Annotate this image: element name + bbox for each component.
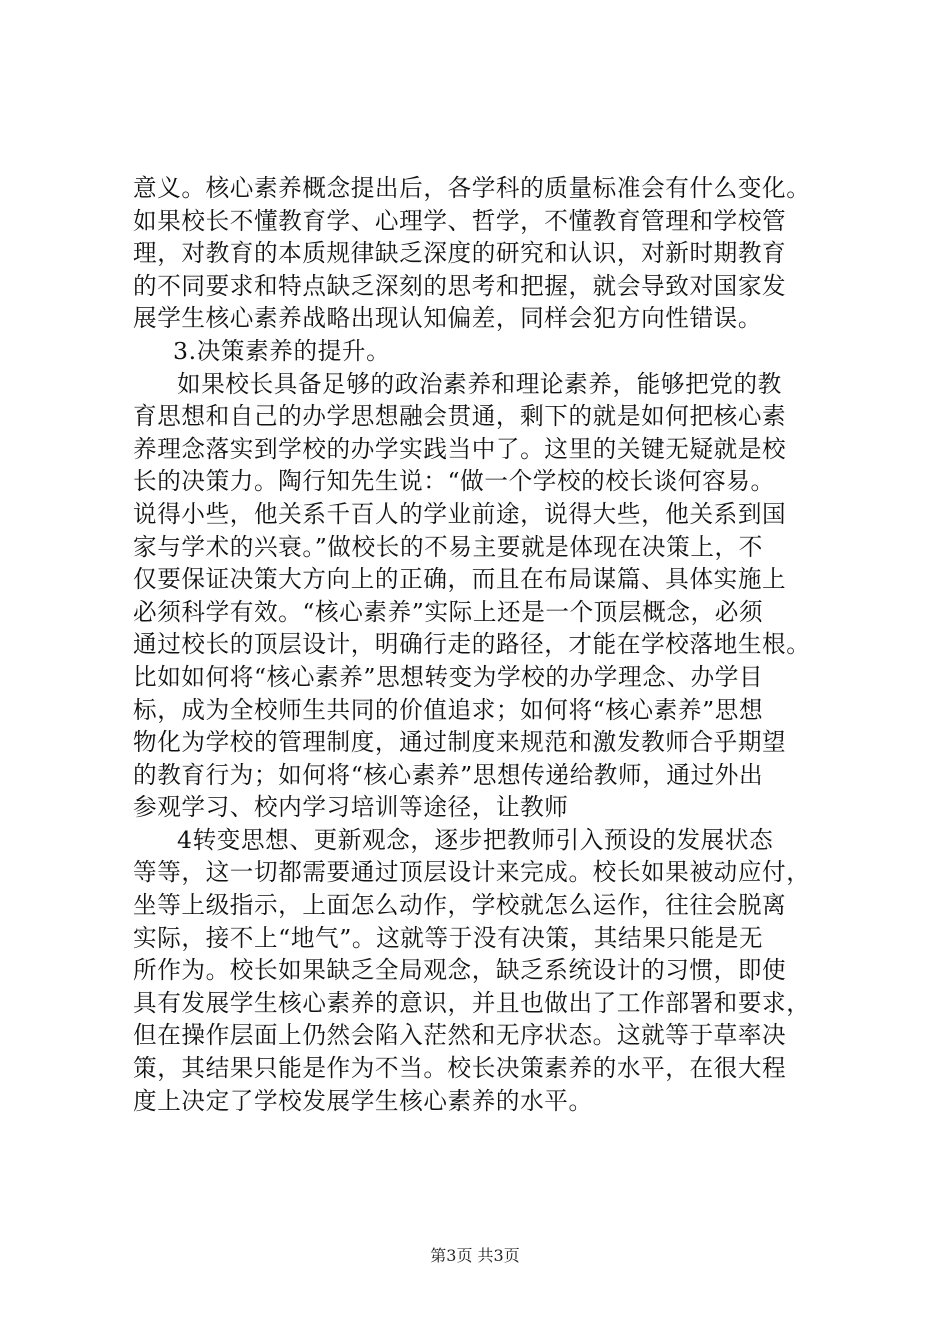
text-line: 等等，这一切都需要通过顶层设计来完成。校长如果被动应付， xyxy=(133,858,811,887)
text-line: 度上决定了学校发展学生核心素养的水平。 xyxy=(133,1086,593,1115)
text-line: 如果校长具备足够的政治素养和理论素养，能够把党的教 xyxy=(177,369,782,398)
text-line: 的教育行为；如何将“核心素养”思想传递给教师，通过外出 xyxy=(133,760,764,789)
text-line: 展学生核心素养战略出现认知偏差，同样会犯方向性错误。 xyxy=(133,304,763,333)
text-line: 意义。核心素养概念提出后，各学科的质量标准会有什么变化。 xyxy=(133,174,811,202)
text-line: 家与学术的兴衰。”做校长的不易主要就是体现在决策上，不 xyxy=(133,532,763,561)
paragraph xyxy=(133,335,823,368)
text-line: 策，其结果只能是作为不当。校长决策素养的水平，在很大程 xyxy=(133,1054,787,1083)
text-line: 标，成为全校师生共同的价值追求；如何将“核心素养”思想 xyxy=(133,695,764,724)
text-line: 通过校长的顶层设计，明确行走的路径，才能在学校落地生根。 xyxy=(133,630,811,659)
page-footer: 第3页 共3页 xyxy=(430,1246,520,1265)
paragraph xyxy=(133,172,823,335)
text-line: 育思想和自己的办学思想融会贯通，剩下的就是如何把核心素 xyxy=(133,402,787,431)
text-line: 仅要保证决策大方向上的正确，而且在布局谋篇、具体实施上 xyxy=(133,565,787,594)
text-line: 具有发展学生核心素养的意识，并且也做出了工作部署和要求， xyxy=(133,988,811,1017)
text-line: 物化为学校的管理制度，通过制度来规范和激发教师合乎期望 xyxy=(133,728,787,757)
document-body xyxy=(133,172,823,1117)
paragraph xyxy=(133,824,823,1117)
text-line: 长的决策力。陶行知先生说：“做一个学校的校长谈何容易。 xyxy=(133,467,775,496)
text-line: 4转变思想、更新观念，逐步把教师引入预设的发展状态 xyxy=(177,825,774,854)
text-line: 但在操作层面上仍然会陷入茫然和无序状态。这就等于草率决 xyxy=(133,1021,787,1050)
text-line: 如果校长不懂教育学、心理学、哲学，不懂教育管理和学校管 xyxy=(133,206,787,235)
text-line: 参观学习、校内学习培训等途径，让教师 xyxy=(133,793,569,822)
text-line: 所作为。校长如果缺乏全局观念，缺乏系统设计的习惯，即使 xyxy=(133,956,787,985)
paragraph xyxy=(133,368,823,824)
text-line: 必须科学有效。“核心素养”实际上还是一个顶层概念，必须 xyxy=(133,597,764,626)
text-line: 养理念落实到学校的办学实践当中了。这里的关键无疑就是校 xyxy=(133,434,787,463)
text-line: 说得小些，他关系千百人的学业前途，说得大些，他关系到国 xyxy=(133,499,787,528)
text-line: 坐等上级指示，上面怎么动作，学校就怎么运作，往往会脱离 xyxy=(133,891,787,920)
text-line: 理，对教育的本质规律缺乏深度的研究和认识，对新时期教育 xyxy=(133,239,787,268)
section-heading: 3.决策素养的提升。 xyxy=(173,336,391,365)
text-line: 比如如何将“核心素养”思想转变为学校的办学理念、办学目 xyxy=(133,662,764,691)
text-line: 实际，接不上“地气”。这就等于没有决策，其结果只能是无 xyxy=(133,923,764,952)
text-line: 的不同要求和特点缺乏深刻的思考和把握，就会导致对国家发 xyxy=(133,271,787,300)
